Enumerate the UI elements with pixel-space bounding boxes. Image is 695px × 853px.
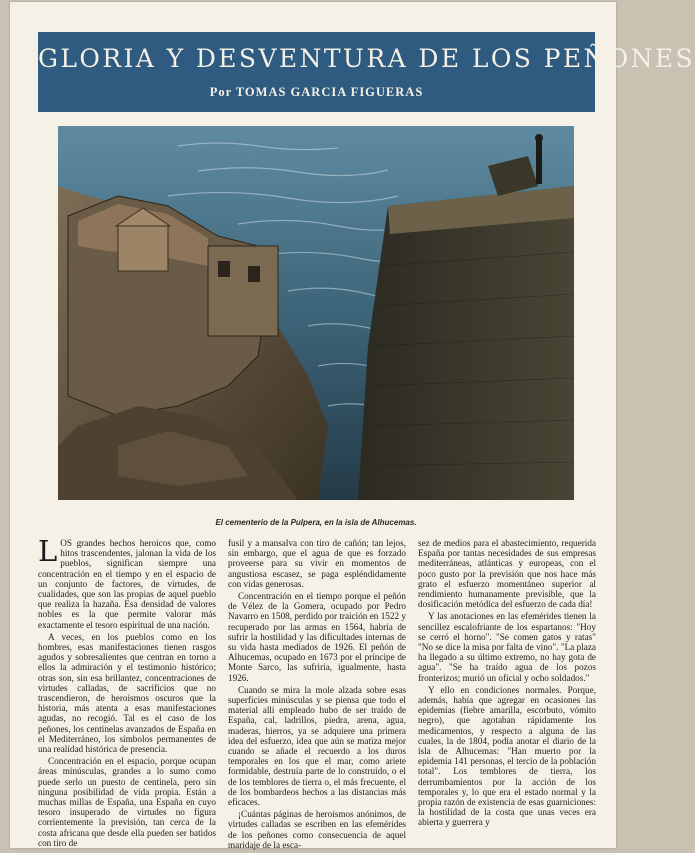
fortress-sea-photo [58, 126, 574, 500]
photo-caption: El cementerio de la Pulpera, en la isla de Alhucemas. [215, 518, 417, 527]
article-byline: Por TOMAS GARCIA FIGUERAS [209, 85, 424, 99]
paragraph: Cuando se mira la mole alzada sobre esas superficies minúsculas y se piensa que todo el material allí empleado hubo de ser traído de España, cal, ladrillos, piedra, arena, agua, maderas, hierros, ya se adquiere una primera idea del esfuerzo, idea que aún se matiza mejor cuando se añade el recuerdo a los duros temporales en los que el mar, como ariete formidable, destruía parte de lo construido, o el de los temblores de tierra o, el más frecuente, el de los bombardeos hechos a las distancias más eficaces. [228, 684, 406, 808]
paragraph: Y las anotaciones en las efemérides tienen la sencillez escalofriante de los espartanos: "Hoy se cerró el horno". "Se comen gatos y ratas" "No se dice la misa por falta de vino". "La plaza ha llegado a su último extremo, no hay gota de agua". "Se ha traído agua de los pozos fronterizos; murió un oficial y ocho soldados." [418, 611, 596, 683]
title-banner [38, 32, 695, 112]
article-column-1 [38, 534, 216, 848]
paragraph [38, 534, 216, 630]
article-column-2 [228, 538, 406, 850]
article-photo [58, 126, 574, 500]
paragraph: A veces, en los pueblos como en los hombres, esas manifestaciones tienen rasgos agudos y sobresalientes que centran en torno a ellos la admiración y el testimonio histórico; otras son, sin esa brillantez, concentraciones de virtudes calladas, de sacrificios que no trascendieron, de heroísmos oscuros que la historia, más atenta a esas manifestaciones agudas, no recogió. Tal es el caso de los peñones, los centinelas avanzados de España en el Mediterráneo, los símbolos permanentes de una realidad histórica de presencia. [38, 631, 216, 755]
article-column-3 [418, 538, 596, 838]
paragraph: sez de medios para el abastecimiento, requerida España por tantas necesidades de sus empresas mediterráneas, atlánticas y europeas, con el poco gusto por la previsión que nos hace más grato el esfuerzo momentáneo superior al rendimiento humanamente previsible, que la dosificación metódica del esfuerzo de cada día! [418, 538, 596, 610]
article-title: GLORIA Y DESVENTURA DE LOS PEÑONES [38, 44, 695, 73]
paragraph: ¡Cuántas páginas de heroísmos anónimos, de virtudes calladas se escriben en las efemérides de los peñones como consecuencia de aquel maridaje de la esca- [228, 809, 406, 850]
drop-cap: L [38, 534, 58, 568]
paragraph-text: OS grandes hechos heroicos que, como hitos trascendentes, jalonan la vida de los pueblos, significan siempre una concentración en el tiempo y en el espacio de un conjunto de factores, de virtudes, de cualidades, que son las propias de aquel pueblo que realiza la hazaña. Esa densidad de valores nobles es la que permite valorar más exactamente el tesoro espiritual de una nación. [38, 538, 216, 630]
paragraph: Y ello en condiciones normales. Porque, además, había que agregar en ocasiones las epidemias (fiebre amarilla, escorbuto, vómito negro), que agotaban rápidamente los medicamentos, y respecto a alguna de las cuales, la de 1804, podía anotar el diario de la isla de Alhucemas: "Han muerto por la epidemia 141 personas, el tercio de la población total". Los temblores de tierra, los derrumbamientos por la acción de los temporales y, lo que era el estado normal y la propia razón de existencia de esas guarniciones: la hostilidad de la costa que unas veces era abierta y guerrera y [418, 684, 596, 828]
magazine-page [10, 2, 695, 850]
paragraph: Concentración en el espacio, porque ocupan áreas minúsculas, grandes a lo sumo como puede serlo un puesto de centinela, pero sin ninguna posibilidad de vida propia. Están a muchas millas de España, una España en cuyo tesoro insuperado de virtudes no figura corrientemente la previsión, tan cerca de la costa africana que desde ella pueden ser batidos con tiro de [38, 756, 216, 848]
paragraph: Concentración en el tiempo porque el peñón de Vélez de la Gomera, ocupado por Pedro Navarro en 1508, perdido por traición en 1522 y recuperado por las armas en 1564, habría de sufrir la hostilidad y las dificultades internas de su vida hasta mediados de 1926. El peñón de Alhucemas, ocupado en 1673 por el príncipe de Monte Sarco, las sufriría, igualmente, hasta 1926. [228, 591, 406, 683]
paragraph: fusil y a mansalva con tiro de cañón; tan lejos, sin embargo, que el agua de que es forzado proveerse para su vivir en momentos de angustiosa escasez, se paga espléndidamente con vidas generosas. [228, 538, 406, 589]
